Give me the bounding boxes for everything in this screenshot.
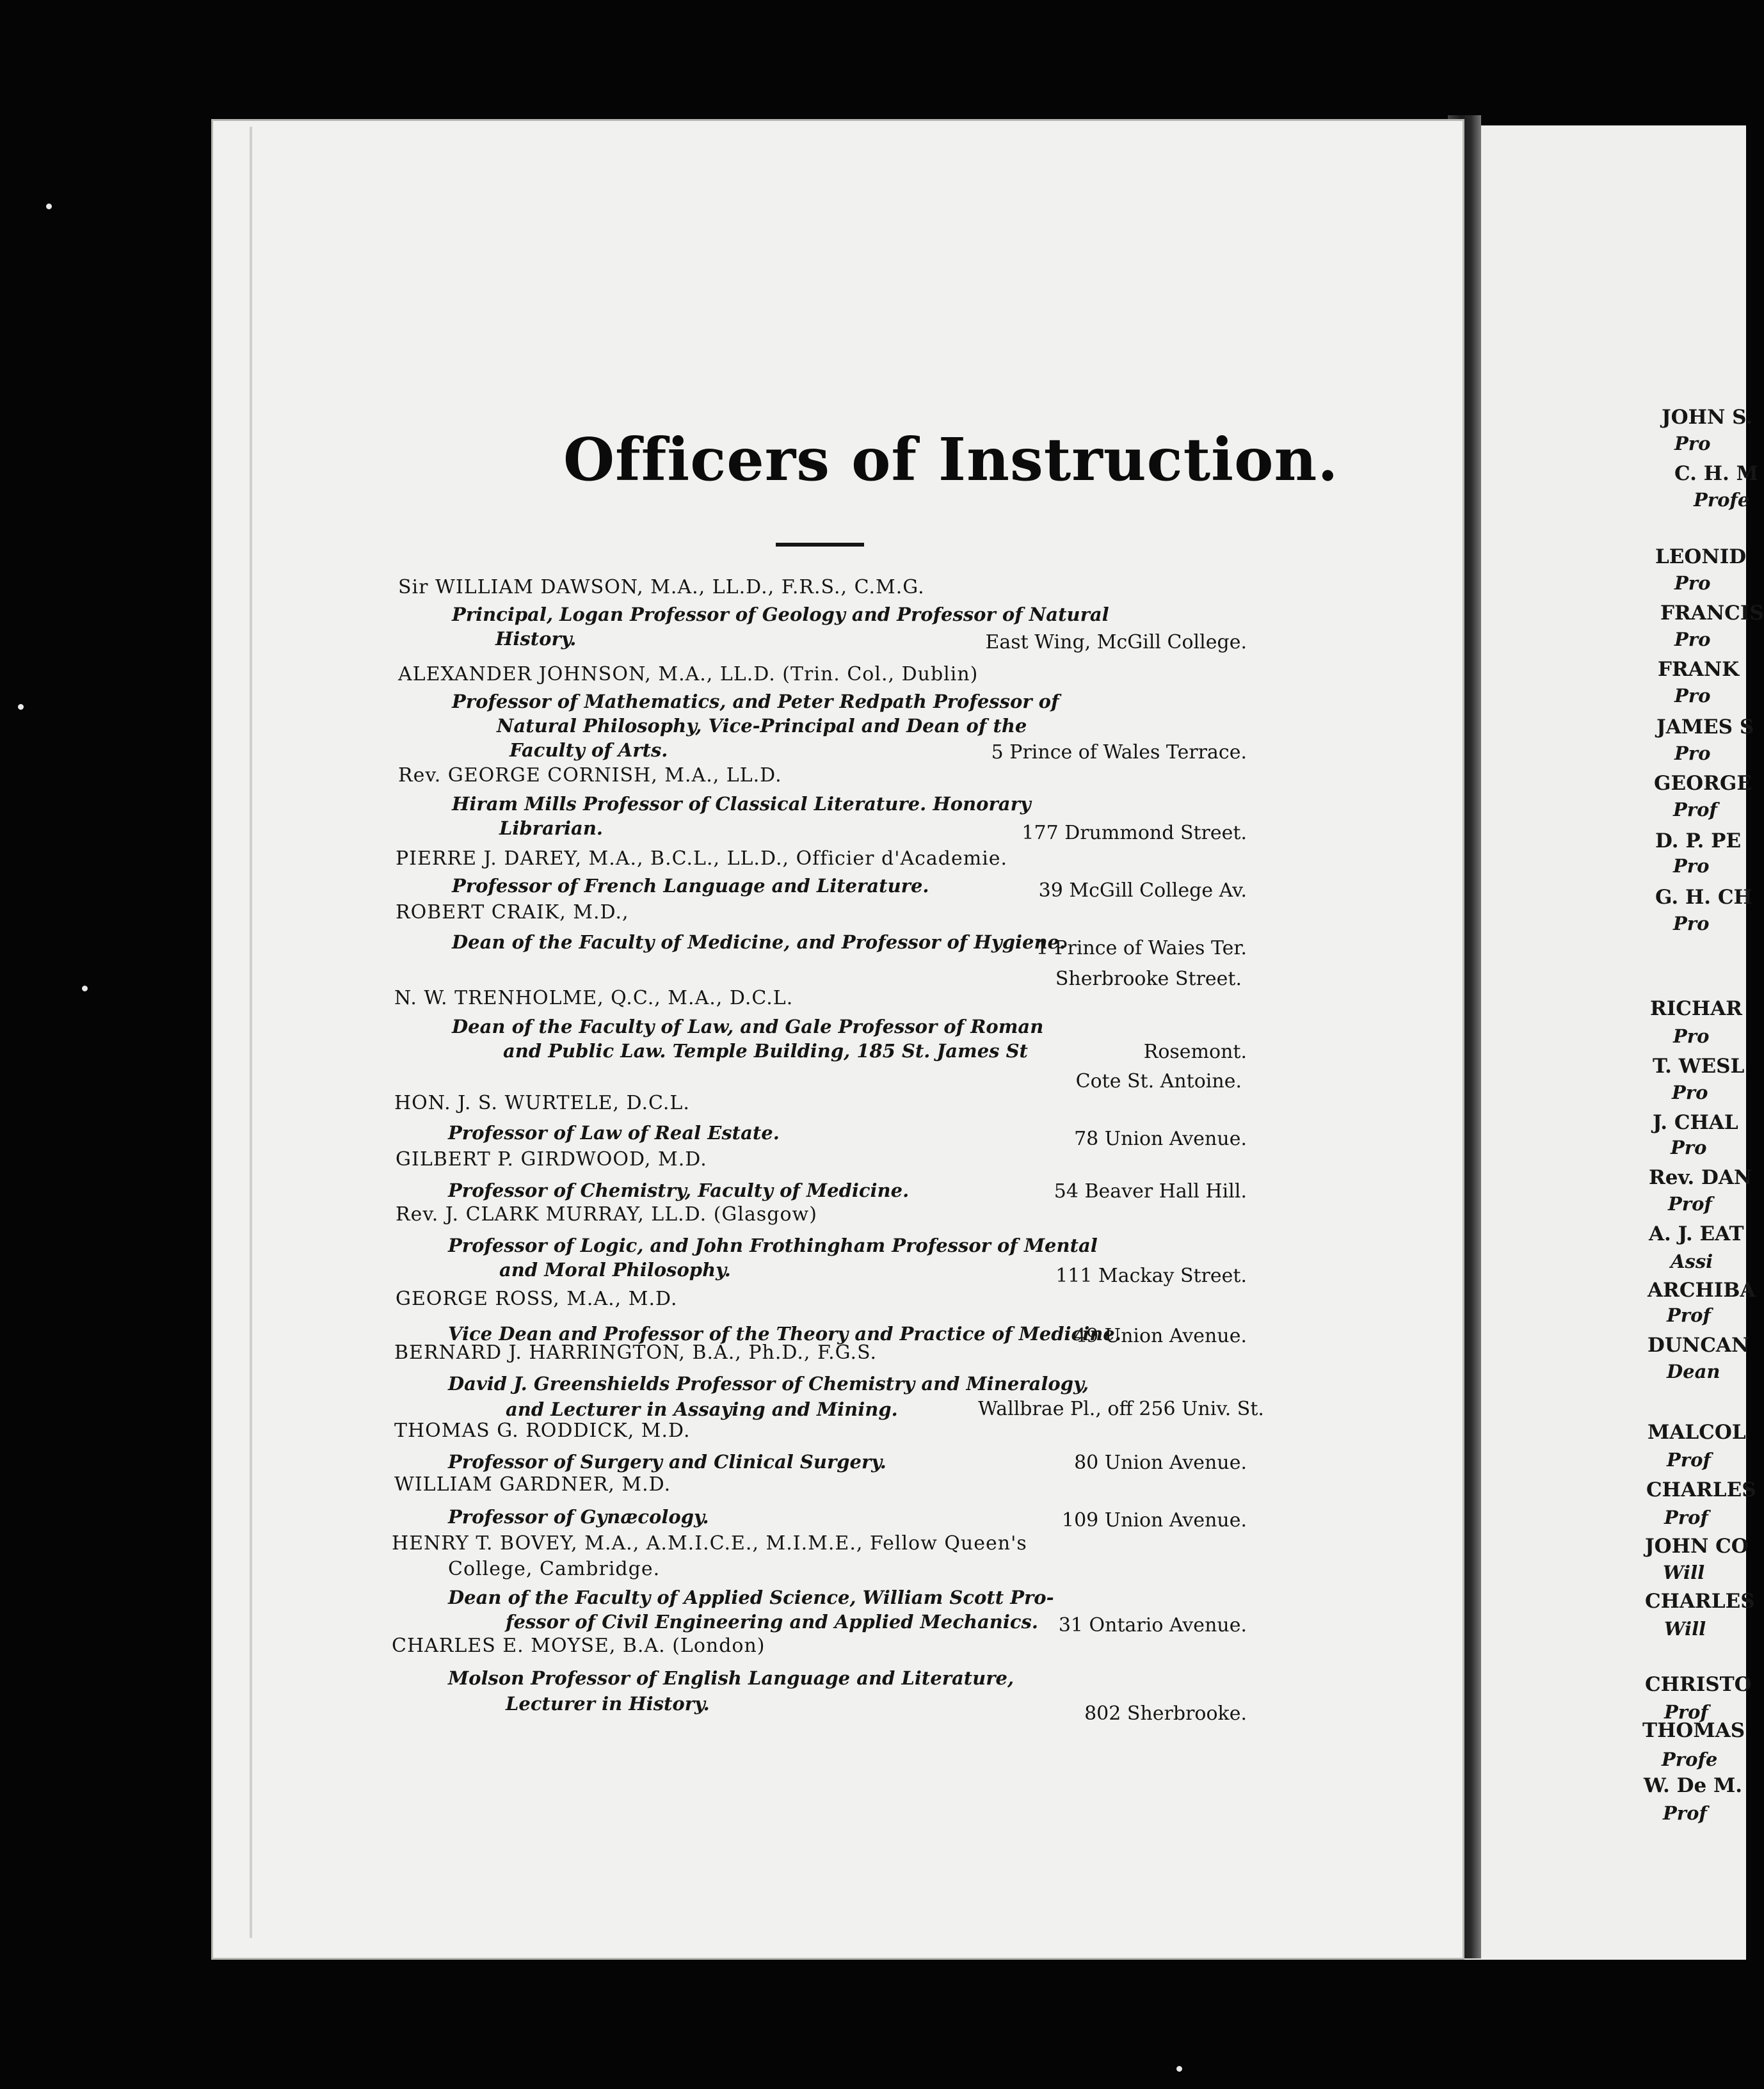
facing-officer-title: Prof (1668, 1193, 1712, 1215)
facing-officer-title: Will (1664, 1618, 1706, 1640)
officer-address: 177 Drummond Street. (1022, 822, 1247, 844)
officer-title: Hiram Mills Professor of Classical Literature. Honorary (452, 793, 1031, 815)
officer-name-continued: College, Cambridge. (448, 1558, 661, 1580)
officer-title: Natural Philosophy, Vice-Principal and Dean of the (497, 715, 1027, 737)
officer-name: GEORGE ROSS, M.A., M.D. (396, 1288, 678, 1310)
facing-officer-name: JAMES S (1656, 716, 1754, 739)
officer-address: Wallbrae Pl., off 256 Univ. St. (978, 1398, 1264, 1420)
officer-name: THOMAS G. RODDICK, M.D. (394, 1420, 691, 1442)
facing-officer-name: Rev. DAN (1649, 1166, 1752, 1189)
officer-address: 111 Mackay Street. (1055, 1265, 1247, 1287)
officer-title: Professor of Logic, and John Frothingham Professor of Mental (448, 1235, 1098, 1256)
officer-name: BERNARD J. HARRINGTON, B.A., Ph.D., F.G.S. (394, 1341, 878, 1364)
officer-name: ROBERT CRAIK, M.D., (396, 901, 629, 924)
facing-officer-name: CHRISTO (1645, 1673, 1752, 1696)
facing-officer-name: D. P. PE (1655, 829, 1742, 852)
facing-officer-name: FRANCIS (1660, 602, 1764, 625)
scan-speck (18, 704, 24, 710)
officer-address: East Wing, McGill College. (985, 631, 1247, 653)
facing-officer-name: W. De M. (1644, 1774, 1743, 1797)
officer-title: and Public Law. Temple Building, 185 St. James St (503, 1040, 1028, 1062)
facing-officer-name: THOMAS (1642, 1719, 1745, 1742)
officer-address: 39 McGill College Av. (1038, 879, 1247, 902)
facing-officer-title: Will (1663, 1562, 1705, 1583)
officer-title: Professor of Gynæcology. (448, 1506, 709, 1528)
facing-officer-name: RICHAR (1650, 997, 1743, 1020)
facing-officer-title: Pro (1671, 1137, 1707, 1158)
officer-name: Rev. GEORGE CORNISH, M.A., LL.D. (398, 764, 782, 787)
facing-officer-name: T. WESL (1653, 1055, 1745, 1078)
scan-speck (82, 986, 88, 991)
facing-officer-title: Pro (1674, 685, 1711, 707)
facing-officer-name: CHARLES (1645, 1590, 1755, 1613)
officer-name: Rev. J. CLARK MURRAY, LL.D. (Glasgow) (396, 1203, 817, 1226)
facing-officer-name: JOHN S. (1662, 406, 1753, 429)
officer-title: and Lecturer in Assaying and Mining. (506, 1398, 898, 1420)
facing-officer-title: Dean (1667, 1361, 1720, 1382)
scan-speck (1176, 2066, 1182, 2072)
facing-officer-name: JOHN CO (1645, 1535, 1749, 1558)
officer-title: Librarian. (499, 817, 604, 839)
officer-address-line2: Sherbrooke Street. (1055, 968, 1242, 990)
officer-title: David J. Greenshields Professor of Chemistry and Mineralogy, (448, 1373, 1089, 1395)
facing-officer-name: MALCOL (1648, 1421, 1746, 1444)
officer-title: Professor of Chemistry, Faculty of Medicine. (448, 1180, 910, 1201)
facing-officer-title: Pro (1674, 572, 1711, 594)
officer-title: and Moral Philosophy. (499, 1259, 731, 1281)
officer-name: CHARLES E. MOYSE, B.A. (London) (392, 1635, 766, 1657)
officer-address: 78 Union Avenue. (1074, 1128, 1247, 1150)
officer-title: Lecturer in History. (506, 1693, 710, 1715)
facing-officer-name: CHARLES (1646, 1478, 1756, 1501)
facing-officer-title: Prof (1673, 799, 1717, 820)
officer-title: Principal, Logan Professor of Geology and Professor of Natural (452, 604, 1109, 625)
facing-officer-title: Profe (1694, 489, 1750, 511)
facing-officer-name: FRANK (1658, 658, 1740, 681)
officer-name: WILLIAM GARDNER, M.D. (394, 1473, 671, 1496)
officer-address: 54 Beaver Hall Hill. (1054, 1180, 1247, 1203)
facing-officer-name: J. CHAL (1653, 1111, 1738, 1134)
officer-title: Professor of Law of Real Estate. (448, 1122, 780, 1144)
officer-name: ALEXANDER JOHNSON, M.A., LL.D. (Trin. Col., Dublin) (398, 663, 979, 685)
officer-name: Sir WILLIAM DAWSON, M.A., LL.D., F.R.S., C.M.G. (398, 576, 925, 598)
facing-officer-name: ARCHIBA (1648, 1279, 1756, 1302)
officer-address-line2: Cote St. Antoine. (1075, 1070, 1242, 1093)
officer-title: Professor of French Language and Literature. (452, 875, 929, 897)
facing-officer-title: Pro (1674, 742, 1711, 764)
facing-officer-title: Profe (1662, 1749, 1718, 1770)
officer-address: 5 Prince of Wales Terrace. (991, 741, 1247, 764)
title-underline (776, 543, 864, 547)
facing-officer-name: C. H. M (1674, 462, 1758, 485)
facing-officer-name: G. H. CH (1655, 886, 1752, 909)
facing-officer-title: Pro (1673, 855, 1710, 877)
officer-address: 802 Sherbrooke. (1084, 1702, 1247, 1725)
facing-officer-title: Prof (1667, 1449, 1711, 1471)
officer-title: Professor of Mathematics, and Peter Redpath Professor of (452, 691, 1059, 712)
facing-officer-name: DUNCAN (1648, 1334, 1750, 1357)
officer-title: Professor of Surgery and Clinical Surgery. (448, 1451, 886, 1473)
scan-speck (46, 204, 52, 209)
officer-title: Vice Dean and Professor of the Theory and Practice of Medicine. (448, 1323, 1121, 1345)
officer-address: 80 Union Avenue. (1074, 1452, 1247, 1474)
facing-officer-title: Pro (1673, 913, 1710, 934)
officer-title: Dean of the Faculty of Law, and Gale Professor of Roman (452, 1016, 1044, 1037)
officer-address: 49 Union Avenue. (1074, 1325, 1247, 1347)
facing-officer-title: Pro (1673, 1025, 1710, 1047)
officer-title: Dean of the Faculty of Applied Science, William Scott Pro- (448, 1587, 1054, 1608)
officer-name: HON. J. S. WURTELE, D.C.L. (394, 1092, 690, 1114)
officer-title: Dean of the Faculty of Medicine, and Professor of Hygiene. (452, 931, 1066, 953)
officer-name: HENRY T. BOVEY, M.A., A.M.I.C.E., M.I.M.E., Fellow Queen's (392, 1532, 1027, 1555)
officer-title: fessor of Civil Engineering and Applied Mechanics. (506, 1611, 1038, 1633)
officer-name: PIERRE J. DAREY, M.A., B.C.L., LL.D., Officier d'Academie. (396, 847, 1008, 870)
officer-name: GILBERT P. GIRDWOOD, M.D. (396, 1148, 707, 1171)
facing-officer-title: Assi (1671, 1251, 1713, 1272)
officer-address: 109 Union Avenue. (1062, 1509, 1247, 1532)
facing-officer-title: Prof (1663, 1802, 1707, 1824)
officer-address: Rosemont. (1143, 1041, 1247, 1063)
facing-officer-title: Pro (1674, 628, 1711, 650)
officer-title: Faculty of Arts. (509, 739, 668, 761)
facing-officer-title: Prof (1664, 1701, 1708, 1723)
officer-title: Molson Professor of English Language and Literature, (448, 1667, 1014, 1689)
facing-officer-name: LEONID (1655, 545, 1747, 568)
officer-title: History. (495, 628, 577, 650)
officer-address: 31 Ontario Avenue. (1058, 1614, 1247, 1637)
facing-officer-name: A. J. EAT (1649, 1222, 1744, 1245)
facing-officer-title: Prof (1664, 1507, 1708, 1528)
officer-name: N. W. TRENHOLME, Q.C., M.A., D.C.L. (394, 987, 794, 1009)
facing-officer-title: Prof (1667, 1304, 1711, 1326)
page-edge-rule (250, 127, 252, 1938)
facing-officer-name: GEORGE (1654, 772, 1752, 795)
officer-address: 1 Prince of Waies Ter. (1036, 937, 1247, 959)
facing-officer-title: Pro (1672, 1082, 1708, 1103)
page-title: Officers of Instruction. (563, 425, 1339, 494)
facing-officer-title: Pro (1674, 433, 1711, 454)
